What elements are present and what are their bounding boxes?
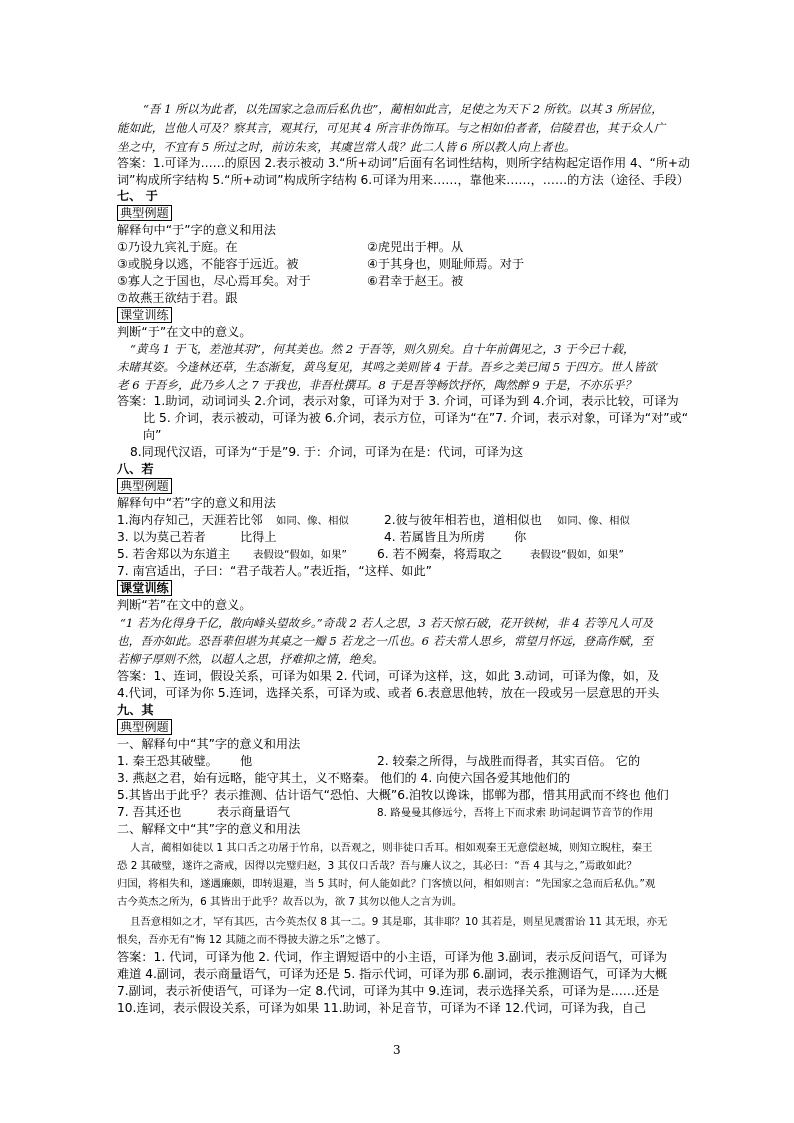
example-ruo-3-meaning: 比得上 [240, 530, 277, 544]
answer-qi-line4: 10.连词，表示假设关系，可译为如果 11.助词，补足音节，可译为不译 12.代词，可译为我，自己 [117, 1001, 647, 1015]
passage-yu-line2: 未睹其姿。今逢林还草，生态渐复，黄鸟复见，其鸣之美则皆 4 于昔。吾乡之美已闻 5 于四方。世人皆欲 [117, 360, 657, 374]
section-heading-ruo: 八、若 [117, 462, 154, 476]
example-ruo-2: 2.彼与彼年相若也，道相似也 [384, 513, 542, 527]
passage-ruo-line2: 也，吾亦如此。恐吾辈但堪为其桌之一瓣 5 若龙之一爪也。6 若夫常人思乡，常望月怀远，登高作赋，至 [117, 634, 653, 648]
example-ruo-3: 3. 以为莫己若者 [117, 530, 206, 544]
example-yu-3: ③或脱身以逃，不能容于远近。被 [117, 257, 299, 271]
label-example-qi: 典型例题 [117, 719, 172, 735]
example-ruo-5-meaning: 表假设“假如，如果” [253, 549, 347, 561]
label-example-ruo: 典型例题 [117, 478, 172, 494]
answer-yu-line3: 向” [143, 428, 162, 442]
answer-ruo-line1: 答案：1、连词，假设关系，可译为如果 2. 代词，可译为这样，这，如此 3.动词，可译为像，如，及 [117, 669, 660, 683]
example-qi-7-meaning: 表示商量语气 [217, 805, 291, 819]
example-qi-1-meaning: 他 [240, 754, 253, 768]
answer-ruo-line2: 4.代词，可译为你 5.连词，选择关系，可译为或、或者 6.表意思他转，放在一段或另一层意思的开头 [117, 686, 660, 700]
para-suo-line1: “吾 1 所以为此者，以先国家之急而后私仇也”，蔺相如此言，足使之为天下 2 所钦。以其 3 所居位， [143, 102, 663, 116]
section-heading-yu: 七、 于 [117, 189, 158, 203]
passage-ruo-line3: 若柳子厚则不然，以超人之思，抒难抑之情，绝矣。 [117, 652, 384, 666]
example-ruo-4-meaning: 你 [514, 530, 527, 544]
passage-qi-line3: 归国，将相失和，遂遇廉颇，即转退避，当 5 其时，何人能如此？门客愤以问，相如则言：“先国家之急而后私仇。”观 [117, 878, 656, 890]
example-yu-5: ⑤寡人之于国也，尽心焉耳矣。对于 [117, 274, 311, 288]
example-ruo-4: 4. 若属皆且为所虏 [384, 530, 485, 544]
passage-yu-line3: 老 6 于吾乡，此乃乡人之 7 于我也，非吾杜撰耳。8 于是吾等畅饮抒怀，陶然醉 9 于是，不亦乐乎？ [117, 378, 637, 392]
para-suo-line3: 坐之中，不宜有 5 所过之时，前访朱亥，其虞岂常人哉？此二人皆 6 所以教人向上者也。 [117, 140, 576, 154]
answer-yu-line4: 8.同现代汉语，可译为“于是”9. 于：介词，可译为在是：代词，可译为这 [130, 445, 524, 459]
instruction-ruo: 解释句中“若”字的意义和用法 [117, 496, 276, 510]
answer-qi-line2: 难道 4.副词，表示商量语气，可译为还是 5. 指示代词，可译为那 6.副词，表示推测语气，可译为大概 [117, 967, 668, 981]
example-ruo-7: 7. 南宫适出，子曰：“君子哉若人。”表近指，“这样、如此” [117, 564, 432, 578]
passage-qi-line6: 恨矣，吾亦无有“悔 12 其随之而不得披夫游之乐”之憾了。 [117, 934, 387, 946]
passage-qi-line4: 古今英杰之所为，6 其皆出于此乎？故吾以为，欲 7 其勿以他人之言为训。 [117, 896, 463, 908]
example-ruo-2-meaning: 如同、像、相似 [557, 515, 630, 527]
instruction-qi-1: 一、解释句中“其”字的意义和用法 [117, 737, 301, 751]
para-suo-line2: 能如此，岂他人可及？察其言，观其行，可见其 4 所言非伪饰耳。与之相如伯者者，信陵君也，其于众人广 [117, 121, 666, 135]
label-practice-ruo: 课堂训练 [117, 580, 172, 596]
example-ruo-1-meaning: 如同、像、相似 [276, 515, 349, 527]
example-yu-1: ①乃设九宾礼于庭。在 [117, 240, 238, 254]
example-ruo-1: 1.海内存知己，天涯若比邻 [117, 513, 263, 527]
example-qi-5-6: 5.其皆出于此乎？表示推测、估计语气“恐怕、大概”6.洎牧以谗诛，邯郸为郡，惜其用武而不终也 他们 [117, 788, 669, 802]
answer-qi-line1: 答案：1. 代词，可译为他 2. 代词，作主谓短语中的小主语，可译为他 3.副词，表示反问语气，可译为 [117, 950, 668, 964]
answer-suo-line2: 词”构成所字结构 5.“所+动词”构成所字结构 6.可译为用来……，靠他来……，……的方法（途径、手段） [117, 173, 690, 187]
example-qi-2: 2. 较秦之所得，与战胜而得者，其实百倍。 它的 [377, 754, 641, 768]
passage-qi-line5: 且吾意相如之才，罕有其匹，古今英杰仅 8 其一二。9 其是耶，其非耶？10 其若是，则星见震雷诒 11 其无垠，亦无 [130, 916, 668, 928]
instruction-practice-yu: 判断“于”在文中的意义。 [117, 325, 252, 339]
example-yu-7: ⑦故燕王欲结于君。跟 [117, 291, 238, 305]
example-ruo-6-meaning: 表假设“假如，如果” [530, 549, 624, 561]
example-qi-8: 8. 路曼曼其修远兮，吾将上下而求索 助词起调节音节的作用 [377, 807, 654, 819]
example-ruo-6: 6. 若不阙秦，将焉取之 [377, 547, 503, 561]
section-heading-qi: 九、其 [117, 703, 154, 717]
label-example-yu: 典型例题 [117, 205, 172, 221]
answer-yu-line2: 比 5. 介词，表示被动，可译为被 6.介词，表示方位，可译为“在”7. 介词，表示对象，可译为“对”或“ [143, 411, 689, 425]
example-yu-4: ④于其身也，则耻师焉。对于 [367, 257, 525, 271]
example-qi-7: 7. 吾其还也 [117, 805, 182, 819]
page-number: 3 [393, 1043, 401, 1057]
example-yu-2: ②虎兕出于柙。从 [367, 240, 464, 254]
instruction-qi-2: 二、解释文中“其”字的意义和用法 [117, 822, 301, 836]
instruction-practice-ruo: 判断“若”在文中的意义。 [117, 598, 252, 612]
answer-qi-line3: 7.副词，表示祈使语气，可译为一定 8.代词，可译为其中 9.连词，表示选择关系，可译为是……还是 [117, 984, 660, 998]
passage-qi-line2: 恐 2 其破璧，遂许之斋戒，因得以完璧归赵，3 其仅口舌哉？吾与廉人议之，其必曰：“吾 4 其与之，”焉敢如此？ [117, 860, 637, 872]
instruction-yu: 解释句中“于”字的意义和用法 [117, 223, 276, 237]
passage-ruo-line1: “1 若为化得身千亿，散向峰头望故乡。”奇哉 2 若人之思，3 若天惊石破，花开铁树，非 4 若等凡人可及 [120, 616, 654, 630]
answer-yu-line1: 答案：1.助词，动词词头 2.介词，表示对象，可译为对于 3. 介词，可译为到 4.介词，表示比较，可译为 [117, 394, 679, 408]
example-yu-6: ⑥君幸于赵王。被 [367, 274, 464, 288]
example-ruo-5: 5. 若舍郑以为东道主 [117, 547, 231, 561]
answer-suo-line1: 答案：1.可译为……的原因 2.表示被动 3.“所+动词”后面有名词性结构，则所字结构起定语作用 4、“所+动 [117, 156, 691, 170]
passage-qi-line1: 人言，蔺相如徒以 1 其口舌之功屠于竹帛，以吾观之，则非徒口舌耳。相如观秦王无意偿赵城，则知立睨柱，秦王 [130, 842, 653, 854]
label-practice-yu: 课堂训练 [117, 307, 172, 323]
example-qi-3-4: 3. 燕赵之君，始有远略，能守其土，义不赂秦。 他们的 4. 向使六国各爱其地他们的 [117, 771, 571, 785]
example-qi-1: 1. 秦王恐其破璧。 [117, 754, 218, 768]
passage-yu-line1: “黄鸟 1 于飞，差池其羽”，何其美也。然 2 于吾等，则久别矣。自十年前偶见之，3 于今已十载， [130, 342, 635, 356]
